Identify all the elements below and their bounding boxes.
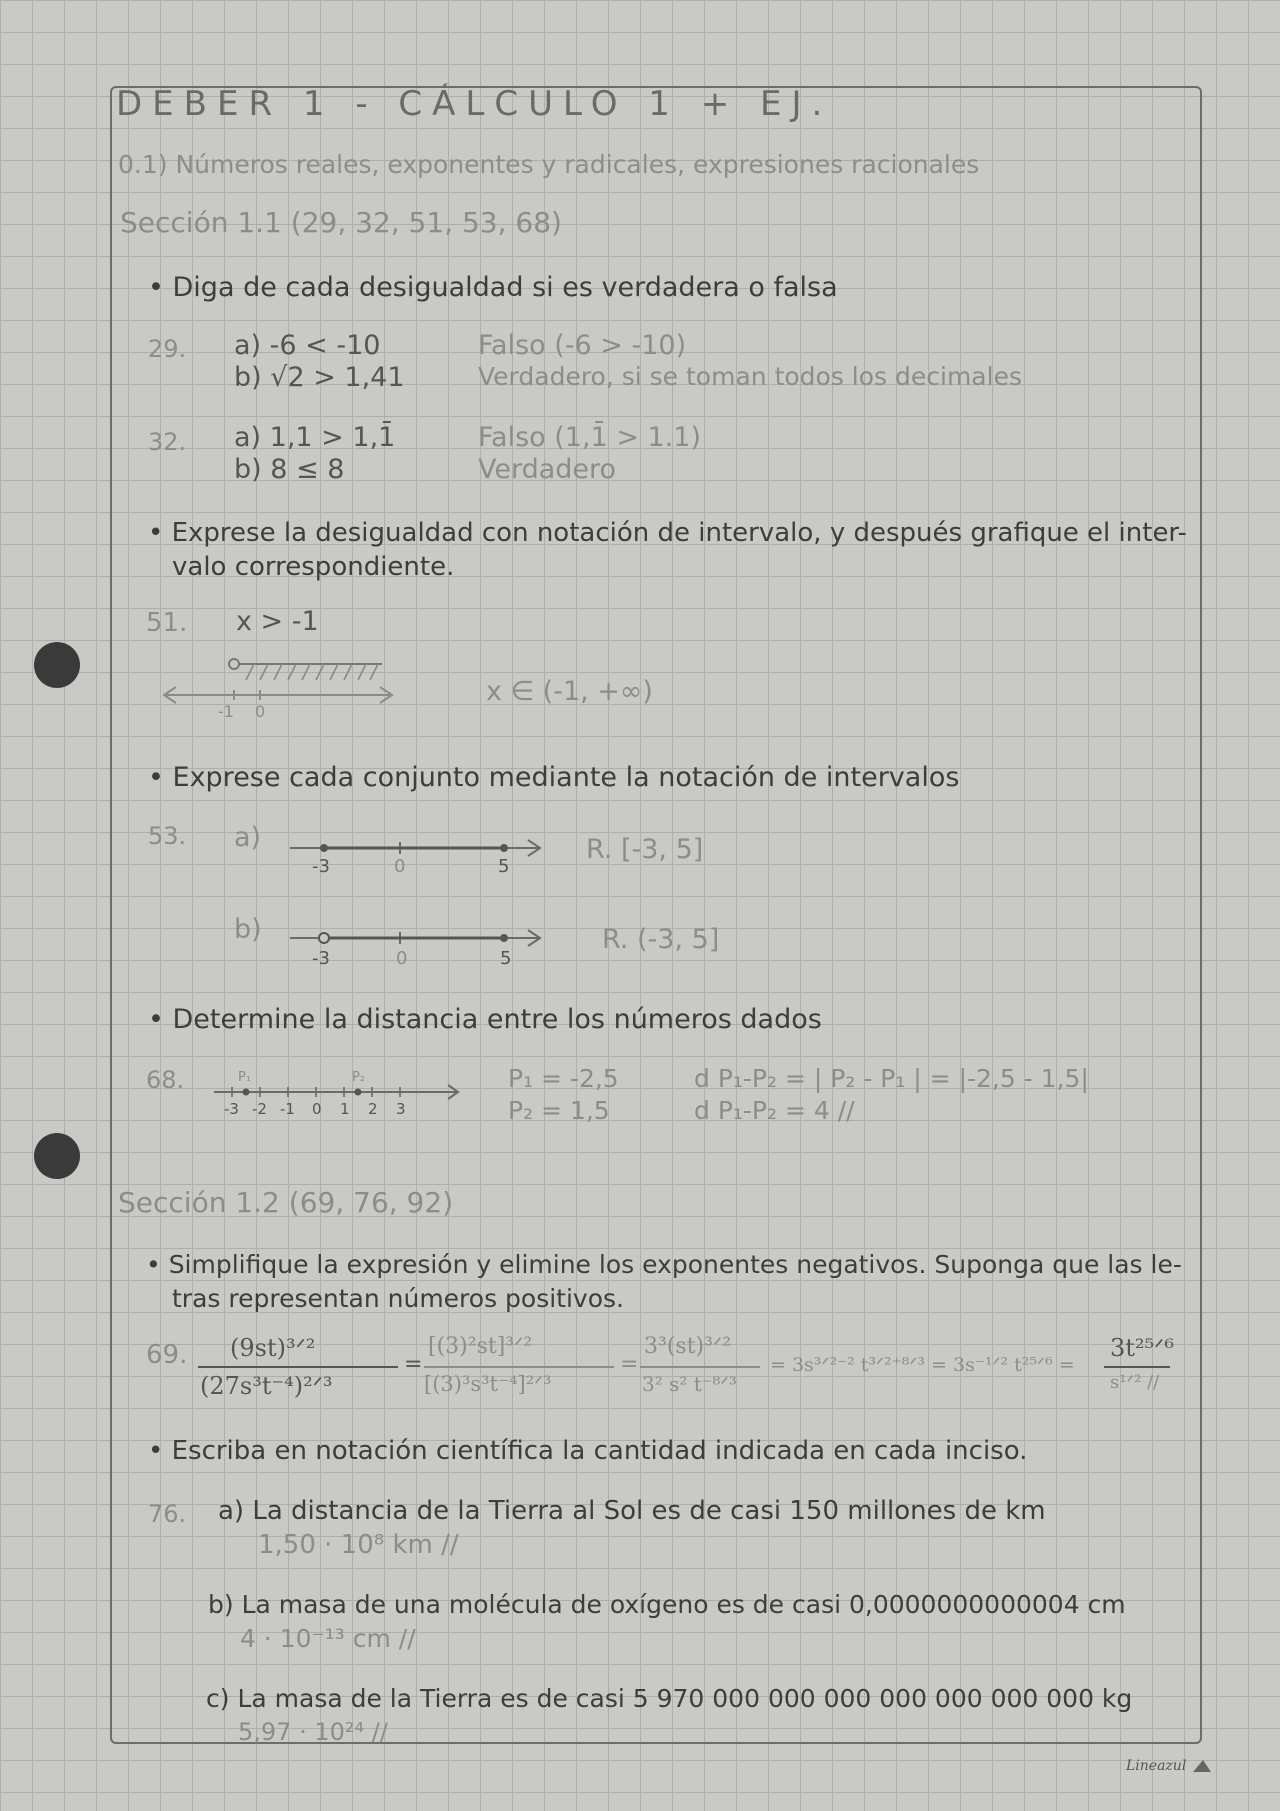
problem-53b-tick-0: 0: [396, 948, 408, 969]
instruction-simplify-line2: tras representan números positivos.: [172, 1284, 624, 1313]
problem-68-tick-2: 2: [368, 1100, 378, 1118]
problem-76-number: 76.: [148, 1500, 187, 1528]
problem-51-tick-neg1: -1: [218, 702, 234, 721]
problem-76a-answer: 1,50 · 10⁸ km //: [258, 1530, 459, 1560]
problem-68-p1-label: P₁: [238, 1070, 252, 1085]
problem-51-number-line: [160, 650, 400, 710]
instruction-interval-line1: • Exprese la desigualdad con notación de intervalo, y después grafique el inter-: [148, 518, 1187, 548]
problem-53a-label: a): [234, 822, 262, 853]
binder-hole-bottom: [34, 1133, 80, 1179]
page-title: DEBER 1 - CÁLCULO 1 + EJ.: [116, 84, 833, 124]
problem-29a-answer: Falso (-6 > -10): [478, 330, 687, 361]
problem-69-fraction1-bar: [198, 1366, 398, 1368]
problem-51-tick-0: 0: [255, 702, 266, 721]
problem-68-tick-neg1: -1: [280, 1100, 295, 1118]
problem-32b-question: b) 8 ≤ 8: [234, 454, 345, 485]
problem-68-p2-value: P₂ = 1,5: [508, 1096, 610, 1125]
problem-69-equals-1: =: [404, 1352, 423, 1377]
notebook-brand-text: Lineazul: [1126, 1758, 1187, 1774]
problem-53b-answer: R. (-3, 5]: [602, 924, 720, 955]
notebook-brand-logo: [1126, 1758, 1213, 1774]
problem-69-fraction3-numerator: 3³(st)³ᐟ²: [644, 1334, 732, 1359]
problem-53b-label: b): [234, 914, 262, 945]
problem-69-equals-2: =: [620, 1352, 639, 1377]
problem-32a-question: a) 1,1 > 1,1̄: [234, 422, 396, 453]
instruction-simplify-line1: • Simplifique la expresión y elimine los exponentes negativos. Suponga que las le-: [146, 1250, 1182, 1279]
problem-51-number: 51.: [146, 608, 188, 638]
problem-29-number: 29.: [148, 335, 187, 363]
problem-51-answer: x ∈ (-1, +∞): [486, 676, 653, 707]
problem-53a-tick-0: 0: [394, 856, 406, 877]
problem-68-tick-neg2: -2: [252, 1100, 267, 1118]
instruction-distance: • Determine la distancia entre los números dados: [148, 1004, 822, 1035]
instruction-set-intervals: • Exprese cada conjunto mediante la notación de intervalos: [148, 762, 960, 793]
problem-53-number: 53.: [148, 822, 187, 850]
problem-69-fraction3-denominator: 3² s² t⁻⁸ᐟ³: [642, 1372, 737, 1396]
problem-76c-text: c) La masa de la Tierra es de casi 5 970 000 000 000 000 000 000 000 kg: [206, 1684, 1133, 1713]
problem-51-expression: x > -1: [236, 606, 319, 637]
problem-29b-answer: Verdadero, si se toman todos los decimales: [478, 362, 1022, 391]
problem-76a-text: a) La distancia de la Tierra al Sol es de casi 150 millones de km: [218, 1496, 1046, 1526]
problem-69-fraction1-denominator: (27s³t⁻⁴)²ᐟ³: [200, 1372, 333, 1400]
problem-69-result-bar: [1104, 1366, 1170, 1368]
problem-53a-tick-neg3: -3: [312, 856, 330, 877]
problem-53a-answer: R. [-3, 5]: [586, 834, 704, 865]
problem-32-number: 32.: [148, 428, 187, 456]
problem-69-fraction2-bar: [424, 1366, 614, 1368]
problem-76b-text: b) La masa de una molécula de oxígeno es de casi 0,0000000000004 cm: [208, 1590, 1126, 1619]
problem-29b-question: b) √2 > 1,41: [234, 362, 405, 393]
problem-53a-tick-5: 5: [498, 856, 510, 877]
problem-76c-answer: 5,97 · 10²⁴ //: [238, 1718, 388, 1746]
problem-68-tick-neg3: -3: [224, 1100, 239, 1118]
instruction-interval-line2: valo correspondiente.: [172, 552, 455, 582]
problem-68-tick-1: 1: [340, 1100, 350, 1118]
problem-68-p1-value: P₁ = -2,5: [508, 1064, 619, 1093]
problem-69-fraction1-numerator: (9st)³ᐟ²: [230, 1334, 316, 1362]
problem-69-result-denominator: s¹ᐟ² //: [1110, 1372, 1160, 1393]
problem-76b-answer: 4 · 10⁻¹³ cm //: [240, 1624, 416, 1653]
problem-68-number: 68.: [146, 1066, 185, 1094]
brand-mark-icon: [1191, 1758, 1213, 1774]
instruction-scientific-notation: • Escriba en notación científica la cantidad indicada en cada inciso.: [148, 1436, 1028, 1466]
problem-69-simplification-steps: = 3s³ᐟ²⁻² t³ᐟ²⁺⁸ᐟ³ = 3s⁻¹ᐟ² t²⁵ᐟ⁶ =: [770, 1354, 1075, 1376]
binder-hole-top: [34, 642, 80, 688]
problem-69-fraction2-denominator: [(3)³s³t⁻⁴]²ᐟ³: [424, 1372, 552, 1396]
problem-69-number: 69.: [146, 1340, 188, 1370]
unit-heading: 0.1) Números reales, exponentes y radicales, expresiones racionales: [118, 150, 980, 179]
section-heading-1-2: Sección 1.2 (69, 76, 92): [118, 1186, 454, 1219]
problem-32a-answer: Falso (1,1̄ > 1.1): [478, 422, 702, 453]
problem-53b-tick-5: 5: [500, 948, 512, 969]
section-heading-1-1: Sección 1.1 (29, 32, 51, 53, 68): [120, 206, 562, 239]
problem-68-p2-label: P₂: [352, 1070, 366, 1085]
problem-68-distance-formula: d P₁-P₂ = | P₂ - P₁ | = |-2,5 - 1,5|: [694, 1064, 1089, 1093]
problem-69-fraction2-numerator: [(3)²st]³ᐟ²: [428, 1334, 533, 1359]
problem-29a-question: a) -6 < -10: [234, 330, 381, 361]
problem-68-tick-0: 0: [312, 1100, 322, 1118]
problem-68-tick-3: 3: [396, 1100, 406, 1118]
problem-53b-tick-neg3: -3: [312, 948, 330, 969]
instruction-true-false: • Diga de cada desigualdad si es verdadera o falsa: [148, 272, 838, 303]
problem-32b-answer: Verdadero: [478, 454, 617, 485]
problem-69-result-numerator: 3t²⁵ᐟ⁶: [1110, 1334, 1174, 1362]
problem-68-distance-result: d P₁-P₂ = 4 //: [694, 1096, 855, 1125]
problem-69-fraction3-bar: [640, 1366, 760, 1368]
